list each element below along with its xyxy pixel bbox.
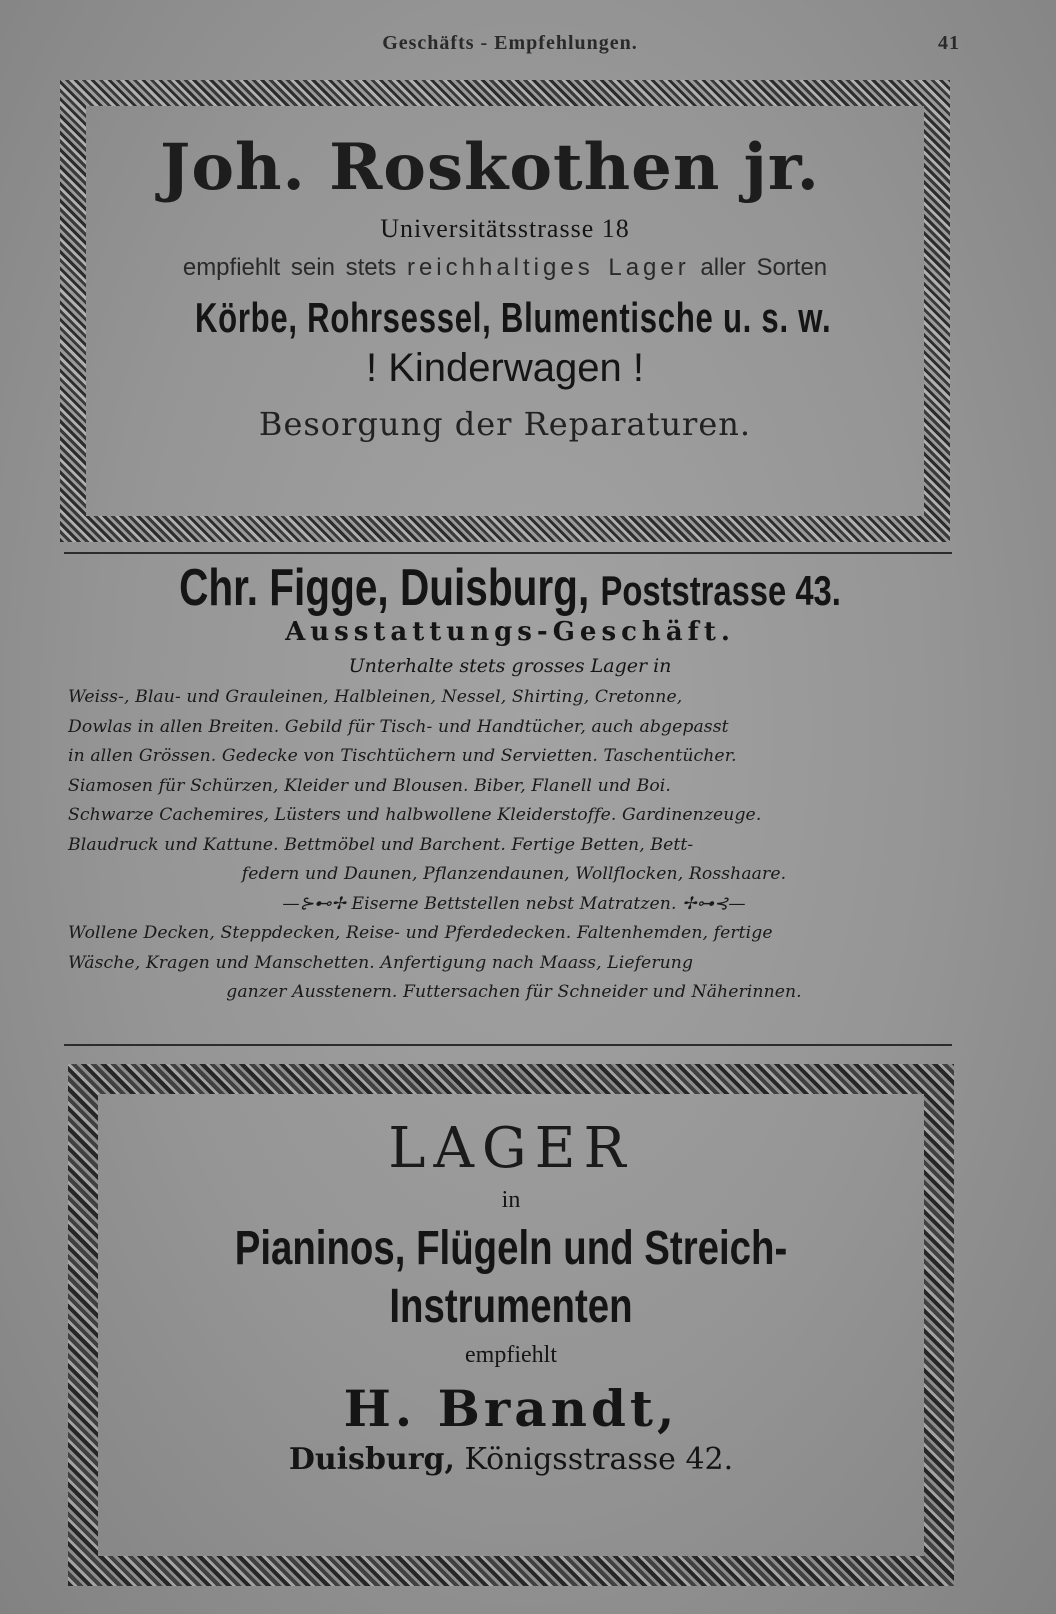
ad-figge-line: Blaudruck und Kattune. Bettmöbel und Barchent. Fertige Betten, Bett- [68, 834, 694, 855]
ad-brandt-recommends: empfiehlt [465, 1342, 557, 1368]
ad-figge-intro: Unterhalte stets grosses Lager in [348, 655, 672, 678]
ad-figge-line: Schwarze Cachemires, Lüsters und halbwollene Kleiderstoffe. Gardinenzeuge. [68, 805, 762, 826]
advertisement-brandt [68, 1064, 954, 1586]
ad-figge-line: —⊱⊷✢ Eiserne Bettstellen nebst Matratzen. ✢⊶⊰— [282, 893, 746, 914]
ad-figge-line: Weiss-, Blau- und Grauleinen, Halbleinen, Nessel, Shirting, Cretonne, [68, 687, 683, 708]
ad-brandt-instruments-line1: Pianinos, Flügeln und Streich- [234, 1222, 788, 1275]
ad-roskothen-lead-c: aller Sorten [700, 254, 828, 281]
ad-brandt-dealer: H. Brandt, [343, 1379, 679, 1438]
ad-roskothen-lead-a: empfiehlt sein stets [182, 254, 397, 281]
ad-brandt-in: in [501, 1187, 521, 1213]
ad-figge-address: Poststrasse 43. [600, 567, 841, 614]
ad-brandt-address [98, 1442, 924, 1477]
ad-roskothen-repair: Besorgung der Reparaturen. [258, 405, 752, 443]
ad-roskothen-lead-b: reichhaltiges Lager [406, 254, 690, 281]
advertisement-figge [60, 560, 960, 1008]
ad-brandt-city: Duisburg, [288, 1442, 455, 1477]
ad-roskothen-address: Universitätsstrasse 18 [380, 214, 630, 243]
ad-brandt-instruments-line2: Instrumenten [389, 1280, 633, 1333]
divider-rule [64, 1044, 952, 1046]
running-title: Geschäfts - Empfehlungen. [382, 32, 638, 54]
ad-figge-line: in allen Grössen. Gedecke von Tischtüchern und Servietten. Taschentücher. [68, 746, 737, 767]
page-number: 41 [938, 32, 960, 54]
ad-figge-body [60, 683, 960, 1008]
ad-figge-line: Wollene Decken, Steppdecken, Reise- und Pferdedecken. Faltenhemden, fertige [68, 923, 773, 944]
ad-roskothen-name: Joh. Roskothen jr. [160, 130, 820, 205]
ad-roskothen-prams: ! Kinderwagen ! [366, 346, 644, 390]
ad-roskothen-goods: Körbe, Rohrsessel, Blumentische u. s. w. [194, 294, 832, 341]
page-header [60, 28, 960, 62]
ad-figge-name: Chr. Figge, Duisburg, [179, 559, 590, 617]
ad-brandt-instruments [181, 1220, 842, 1336]
ad-brandt-street: Königsstrasse 42. [464, 1442, 734, 1477]
ad-figge-line: Dowlas in allen Breiten. Gebild für Tisch- und Handtücher, auch abgepasst [68, 716, 729, 737]
ad-figge-line: Siamosen für Schürzen, Kleider und Blousen. Biber, Flanell und Boi. [68, 775, 671, 796]
ad-figge-line: Wäsche, Kragen und Manschetten. Anfertigung nach Maass, Lieferung [68, 952, 694, 973]
divider-rule [64, 552, 952, 554]
ad-figge-firm [159, 560, 861, 617]
ad-figge-kind: Ausstattungs-Geschäft. [285, 617, 735, 648]
ad-figge-line: federn und Daunen, Pflanzendaunen, Wollflocken, Rosshaare. [241, 864, 787, 885]
ad-roskothen-lead [86, 254, 924, 282]
advertisement-roskothen [60, 80, 950, 542]
ad-brandt-lager: LAGER [388, 1116, 634, 1181]
ad-figge-line: ganzer Ausstenern. Futtersachen für Schneider und Näherinnen. [226, 982, 802, 1003]
